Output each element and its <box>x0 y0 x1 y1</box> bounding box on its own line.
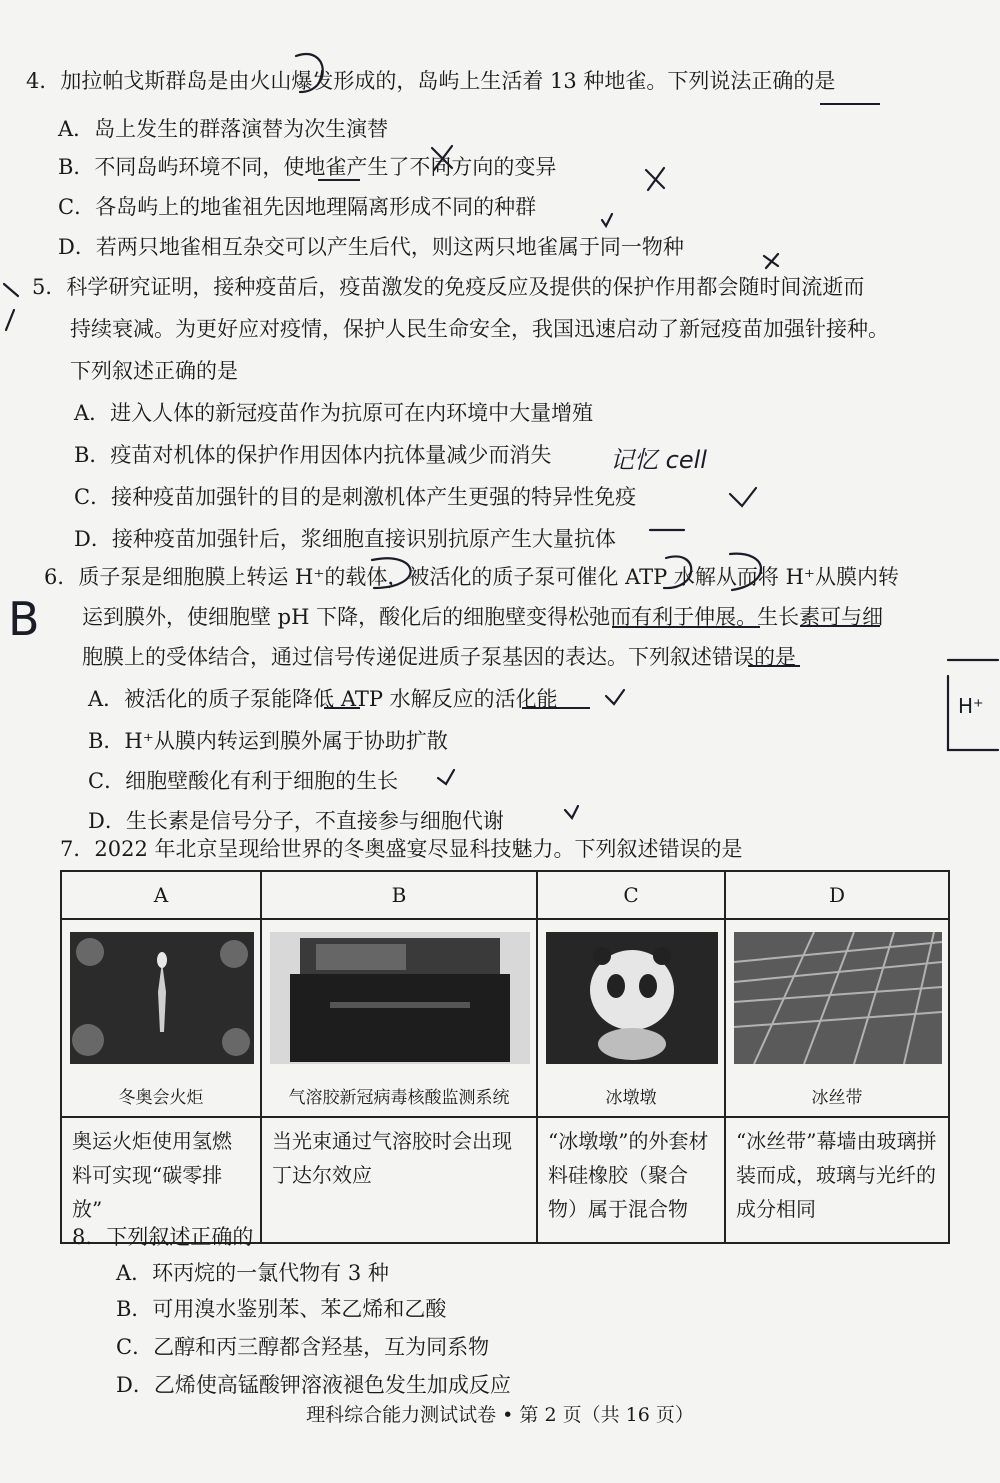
q4-option-b: B．不同岛屿环境不同，使地雀产生了不同方向的变异 <box>58 155 557 179</box>
q6-stem-line-3: 胞膜上的受体结合，通过信号传递促进质子泵基因的表达。下列叙述错误的是 <box>82 645 796 669</box>
caption-c: 冰墩墩 <box>605 1088 657 1108</box>
table-image-row <box>61 919 949 1117</box>
page-footer: 理科综合能力测试试卷 • 第 2 页（共 16 页） <box>306 1404 694 1426</box>
q8-option-c: C．乙醇和丙三醇都含羟基，互为同系物 <box>116 1335 490 1359</box>
image-cell-d <box>725 919 949 1117</box>
q6-option-b: B．H⁺从膜内转运到膜外属于协助扩散 <box>88 729 448 753</box>
check-mark <box>606 690 624 704</box>
q7-table <box>60 870 950 1244</box>
q8-option-d: D．乙烯使高锰酸钾溶液褪色发生加成反应 <box>116 1373 511 1397</box>
q8-stem: 8．下列叙述正确的 <box>72 1225 254 1249</box>
caption-d: 冰丝带 <box>811 1088 863 1108</box>
column-header-c: C <box>537 871 725 919</box>
image-cell-b <box>261 919 537 1117</box>
q7-stem: 7．2022 年北京呈现给世界的冬奥盛宴尽显科技魅力。下列叙述错误的是 <box>60 837 743 861</box>
image-cell-a <box>61 919 261 1117</box>
ice-ribbon-photo <box>734 932 942 1064</box>
handwritten-side-note: H⁺ <box>958 694 984 718</box>
cross-mark <box>764 254 778 268</box>
q5-option-b: B．疫苗对机体的保护作用因体内抗体量减少而消失 <box>74 443 552 467</box>
q6-stem-line-2: 运到膜外，使细胞壁 pH 下降，酸化后的细胞壁变得松弛而有利于伸展。生长素可与细 <box>82 605 884 629</box>
statement-d: “冰丝带”幕墙由玻璃拼装而成，玻璃与光纤的成分相同 <box>725 1117 949 1243</box>
check-mark <box>4 284 18 330</box>
q6-option-a: A．被活化的质子泵能降低 ATP 水解反应的活化能 <box>88 687 558 711</box>
q4-option-a: A．岛上发生的群落演替为次生演替 <box>58 117 389 141</box>
q8-option-b: B．可用溴水鉴别苯、苯乙烯和乙酸 <box>116 1297 447 1321</box>
bing-dwen-dwen-photo <box>546 932 718 1064</box>
q5-option-c: C．接种疫苗加强针的目的是刺激机体产生更强的特异性免疫 <box>74 485 637 509</box>
cross-mark <box>646 168 664 190</box>
q6-option-c: C．细胞壁酸化有利于细胞的生长 <box>88 769 399 793</box>
statement-c: “冰墩墩”的外套材料硅橡胶（聚合物）属于混合物 <box>537 1117 725 1243</box>
q5-option-a: A．进入人体的新冠疫苗作为抗原可在内环境中大量增殖 <box>74 401 594 425</box>
q5-stem-line-3: 下列叙述正确的是 <box>70 359 238 383</box>
caption-b: 气溶胶新冠病毒核酸监测系统 <box>288 1088 510 1108</box>
q5-stem-line-2: 持续衰减。为更好应对疫情，保护人民生命安全，我国迅速启动了新冠疫苗加强针接种。 <box>70 317 889 341</box>
column-header-b: B <box>261 871 537 919</box>
column-header-a: A <box>61 871 261 919</box>
q4-option-c: C．各岛屿上的地雀祖先因地理隔离形成不同的种群 <box>58 195 537 219</box>
check-mark <box>438 770 454 784</box>
q4-option-d: D．若两只地雀相互杂交可以产生后代，则这两只地雀属于同一物种 <box>58 235 684 259</box>
check-mark <box>565 806 578 818</box>
q5-option-d: D．接种疫苗加强针后，浆细胞直接识别抗原产生大量抗体 <box>74 527 616 551</box>
q6-stem-line-1: 6．质子泵是细胞膜上转运 H⁺的载体，被活化的质子泵可催化 ATP 水解从而将 H⁺从膜内转 <box>44 565 900 589</box>
q5-stem-line-1: 5．科学研究证明，接种疫苗后，疫苗激发的免疫反应及提供的保护作用都会随时间流逝而 <box>32 275 865 299</box>
q8-option-a: A．环丙烷的一氯代物有 3 种 <box>116 1261 389 1285</box>
statement-a: 奥运火炬使用氢燃料可实现“碳零排放” <box>61 1117 261 1243</box>
check-mark <box>730 488 756 506</box>
check-mark <box>602 214 612 226</box>
handwritten-note: 记忆 cell <box>610 446 707 474</box>
column-header-d: D <box>725 871 949 919</box>
torch-photo <box>70 932 254 1064</box>
monitor-system-photo <box>270 932 530 1064</box>
statement-b: 当光束通过气溶胶时会出现丁达尔效应 <box>261 1117 537 1243</box>
caption-a: 冬奥会火炬 <box>118 1088 204 1108</box>
image-cell-c <box>537 919 725 1117</box>
q4-stem: 4．加拉帕戈斯群岛是由火山爆发形成的，岛屿上生活着 13 种地雀。下列说法正确的是 <box>26 69 836 93</box>
bracket-mark <box>948 660 998 750</box>
q6-option-d: D．生长素是信号分子，不直接参与细胞代谢 <box>88 809 504 833</box>
table-header-row <box>61 871 949 919</box>
handwritten-answer: B <box>8 592 40 646</box>
